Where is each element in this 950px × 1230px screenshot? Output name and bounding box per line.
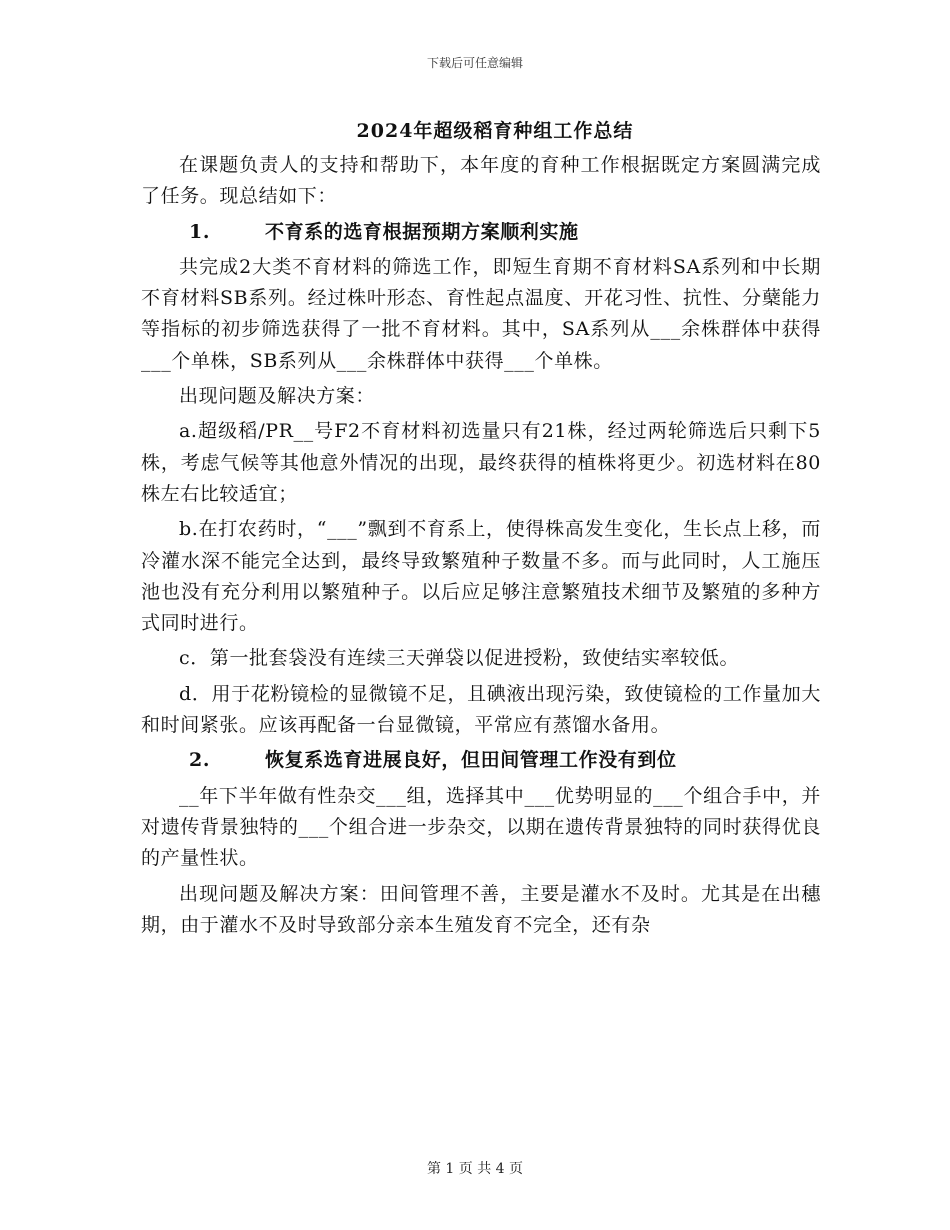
section-1-heading [141, 217, 821, 248]
section-1-item-a: a.超级稻/PR__号F2不育材料初选量只有21株，经过两轮筛选后只剩下5株，考虑气候等其他意外情况的出现，最终获得的植株将更少。初选材料在80株左右比较适宜； [141, 420, 821, 505]
section-1-paragraph-1: 共完成2大类不育材料的筛选工作，即短生育期不育材料SA系列和中长期不育材料SB系列。经过株叶形态、育性起点温度、开花习性、抗性、分蘖能力等指标的初步筛选获得了一批不育材料。其中，SA系列从___余株群体中获得___个单株，SB系列从___余株群体中获得___个单株。 [141, 255, 821, 372]
section-1-problems-label: 出现问题及解决方案： [179, 385, 376, 408]
section-1-item-b: b.在打农药时，“___”飘到不育系上，使得株高发生变化，生长点上移，而冷灌水深不能完全达到，最终导致繁殖种子数量不多。而与此同时，人工施压池也没有充分利用以繁殖种子。以后应足够注意繁殖技术细节及繁殖的多种方式同时进行。 [141, 518, 821, 635]
page-footer: 第 1 页 共 4 页 [426, 1161, 524, 1177]
section-2-paragraph-1: __年下半年做有性杂交___组，选择其中___优势明显的___个组合手中，并对遗传背景独特的___个组合进一步杂交，以期在遗传背景独特的同时获得优良的产量性状。 [141, 784, 821, 870]
intro-paragraph: 在课题负责人的支持和帮助下，本年度的育种工作根据既定方案圆满完成了任务。现总结如下： [141, 154, 821, 208]
page-header: 下载后可任意编辑 [426, 56, 523, 70]
section-1-number: 1. [189, 220, 211, 243]
document-body [141, 150, 821, 941]
section-1-item-c: c．第一批套袋没有连续三天弹袋以促进授粉，致使结实率较低。 [179, 647, 740, 670]
section-2-title: 恢复系选育进展良好，但田间管理工作没有到位 [265, 749, 677, 772]
section-2-heading [141, 745, 821, 776]
section-1-item-d: d．用于花粉镜检的显微镜不足，且碘液出现污染，致使镜检的工作量加大和时间紧张。应该再配备一台显微镜，平常应有蒸馏水备用。 [141, 682, 821, 737]
section-2-paragraph-2: 出现问题及解决方案：田间管理不善，主要是灌水不及时。尤其是在出穗期，由于灌水不及时导致部分亲本生殖发育不完全，还有杂 [141, 882, 821, 936]
document-title: 2024年超级稻育种组工作总结 [356, 120, 634, 142]
section-1-title: 不育系的选育根据预期方案顺利实施 [265, 220, 579, 243]
section-2-number: 2. [189, 749, 211, 772]
